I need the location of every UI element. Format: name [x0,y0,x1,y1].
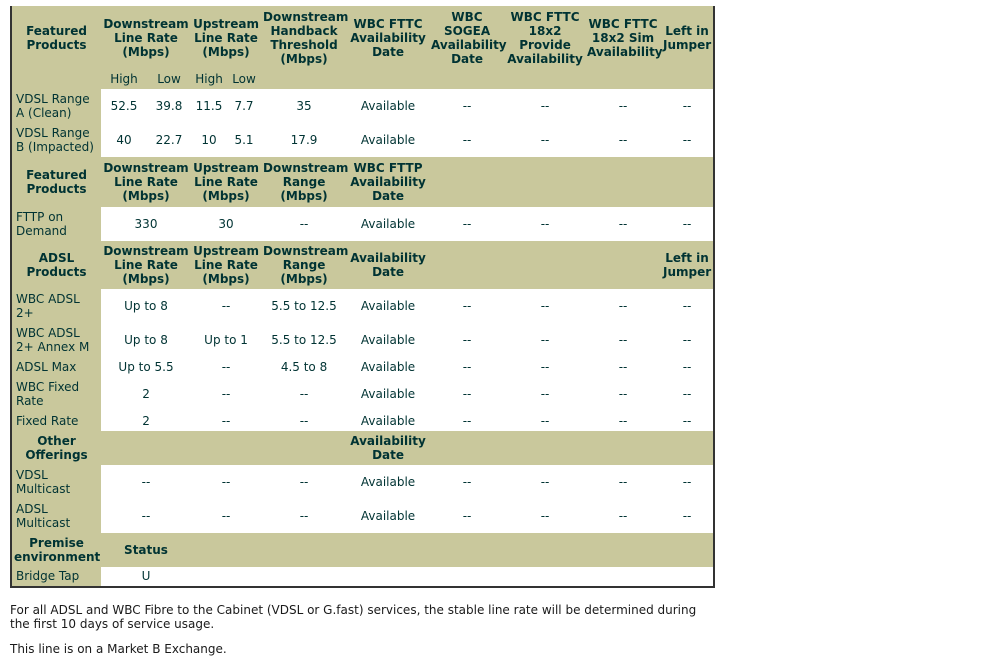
cell-us-low: 5.1 [234,132,254,147]
cell-sogea: -- [462,413,472,428]
cell-provide: -- [540,98,550,113]
header-filler [429,431,714,465]
table-row [11,289,714,323]
cell-ds: Up to 8 [124,298,168,313]
cell-availability: Available [360,216,416,231]
header-downstream-line-rate: Downstream Line Rate (Mbps) [103,243,189,286]
table-row [11,89,714,123]
header-adsl-products: ADSL Products [26,250,87,279]
cell-ds: Up to 5.5 [118,359,174,374]
cell-range: 5.5 to 12.5 [271,298,337,313]
header-featured-products: Featured Products [26,23,87,52]
market-exchange-note: This line is on a Market B Exchange. [10,642,227,656]
row-label: Bridge Tap [11,567,101,587]
stable-line-rate-note: For all ADSL and WBC Fibre to the Cabinet (VDSL or G.fast) services, the stable line rate will be determined during the first 10 days of service usage. [10,603,697,631]
cell-provide: -- [540,474,550,489]
cell-ds: 2 [142,386,150,401]
cell-provide: -- [540,298,550,313]
cell-range: -- [299,216,309,231]
subheader-blank [11,69,101,89]
header-downstream-handback-threshold: Downstream Handback Threshold (Mbps) [263,9,349,66]
cell-availability: Available [360,413,416,428]
row-label: ADSL Max [11,357,101,377]
cell-sogea: -- [462,386,472,401]
vdsl-subheader-row [11,69,714,89]
cell-range: -- [299,474,309,489]
cell-sogea: -- [462,216,472,231]
cell-sim: -- [618,98,628,113]
cell-us: Up to 1 [204,332,248,347]
header-downstream-range: Downstream Range (Mbps) [263,243,349,286]
cell-availability: Available [360,386,416,401]
header-wbc-sogea-availability-date: WBC SOGEA Availability Date [431,9,507,66]
cell-filler [191,567,714,587]
cell-ds-low: 22.7 [155,132,183,147]
cell-sogea: -- [462,508,472,523]
cell-jumper: -- [682,298,692,313]
subheader-us-low: Low [232,71,256,86]
cell-sim: -- [618,332,628,347]
header-left-in-jumper: Left in Jumper [663,250,712,279]
cell-ds: Up to 8 [124,332,168,347]
header-wbc-fttc-18x2-sim: WBC FTTC 18x2 Sim Availability [587,16,663,59]
header-filler [429,157,714,207]
cell-ds-low: 39.8 [155,98,183,113]
cell-sim: -- [618,413,628,428]
cell-ds-high: 40 [116,132,132,147]
cell-threshold: 17.9 [290,132,318,147]
table-row [11,123,714,157]
cell-us: -- [221,386,231,401]
header-downstream-range: Downstream Range (Mbps) [263,160,349,203]
header-status: Status [124,542,168,557]
row-label: VDSL Range B (Impacted) [11,123,101,157]
cell-us: -- [221,359,231,374]
cell-jumper: -- [682,332,692,347]
cell-sim: -- [618,298,628,313]
row-label: WBC Fixed Rate [11,377,101,411]
cell-jumper: -- [682,216,692,231]
cell-threshold: 35 [296,98,312,113]
cell-sogea: -- [462,359,472,374]
cell-jumper: -- [682,359,692,374]
cell-us: -- [221,298,231,313]
header-upstream-line-rate: Upstream Line Rate (Mbps) [193,16,259,59]
cell-provide: -- [540,332,550,347]
table-row [11,207,714,241]
cell-sim: -- [618,386,628,401]
table-row [11,465,714,499]
table-row [11,377,714,411]
header-other-offerings: Other Offerings [25,433,88,462]
cell-ds-high: 52.5 [110,98,138,113]
cell-sim: -- [618,508,628,523]
cell-provide: -- [540,413,550,428]
cell-ds: -- [141,508,151,523]
cell-us: -- [221,474,231,489]
header-featured-products: Featured Products [26,167,87,196]
cell-sogea: -- [462,98,472,113]
cell-sogea: -- [462,132,472,147]
cell-range: -- [299,386,309,401]
cell-ds: 2 [142,413,150,428]
header-upstream-line-rate: Upstream Line Rate (Mbps) [193,160,259,203]
cell-status: U [141,569,151,583]
cell-us-high: 11.5 [195,98,223,113]
line-availability-table [10,6,715,588]
header-filler [101,431,347,465]
header-wbc-fttc-18x2-provide: WBC FTTC 18x2 Provide Availability [507,9,583,66]
subheader-ds-high: High [110,71,138,86]
cell-provide: -- [540,359,550,374]
cell-us: 30 [218,216,234,231]
header-wbc-fttc-availability-date: WBC FTTC Availability Date [350,16,426,59]
table-row [11,499,714,533]
availability-table-container [10,6,713,588]
other-header-row [11,431,714,465]
header-downstream-line-rate: Downstream Line Rate (Mbps) [103,160,189,203]
row-label: Fixed Rate [11,411,101,431]
adsl-header-row [11,241,714,289]
header-upstream-line-rate: Upstream Line Rate (Mbps) [193,243,259,286]
cell-ds: 330 [134,216,158,231]
header-downstream-line-rate: Downstream Line Rate (Mbps) [103,16,189,59]
cell-ds: -- [141,474,151,489]
row-label: WBC ADSL 2+ Annex M [11,323,101,357]
cell-us-high: 10 [201,132,217,147]
cell-range: -- [299,413,309,428]
table-row [11,357,714,377]
cell-jumper: -- [682,98,692,113]
cell-sim: -- [618,359,628,374]
cell-sim: -- [618,216,628,231]
subheader-ds-low: Low [157,71,181,86]
subheader-us-high: High [195,71,223,86]
cell-sim: -- [618,474,628,489]
cell-jumper: -- [682,474,692,489]
cell-availability: Available [360,359,416,374]
row-label: ADSL Multicast [11,499,101,533]
cell-us: -- [221,413,231,428]
cell-provide: -- [540,132,550,147]
cell-range: 4.5 to 8 [280,359,328,374]
header-left-in-jumper: Left in Jumper [663,23,712,52]
cell-provide: -- [540,508,550,523]
cell-sogea: -- [462,298,472,313]
cell-jumper: -- [682,386,692,401]
cell-availability: Available [360,474,416,489]
cell-jumper: -- [682,413,692,428]
table-row [11,323,714,357]
cell-sogea: -- [462,474,472,489]
fttp-header-row [11,157,714,207]
premise-header-row [11,533,714,567]
vdsl-header-row [11,7,714,69]
cell-jumper: -- [682,132,692,147]
header-premise-environment: Premise environment [14,535,101,564]
header-availability-date: Availability Date [350,433,426,462]
table-row [11,567,714,587]
row-label: VDSL Multicast [11,465,101,499]
cell-fttc: Available [360,132,416,147]
row-label: WBC ADSL 2+ [11,289,101,323]
table-row [11,411,714,431]
cell-range: -- [299,508,309,523]
cell-availability: Available [360,508,416,523]
header-filler [429,241,661,289]
subheader-filler [261,69,714,89]
cell-availability: Available [360,298,416,313]
cell-availability: Available [360,332,416,347]
cell-us-low: 7.7 [234,98,254,113]
cell-jumper: -- [682,508,692,523]
cell-sogea: -- [462,332,472,347]
cell-provide: -- [540,386,550,401]
cell-us: -- [221,508,231,523]
row-label: FTTP on Demand [11,207,101,241]
row-label: VDSL Range A (Clean) [11,89,101,123]
cell-sim: -- [618,132,628,147]
cell-range: 5.5 to 12.5 [271,332,337,347]
header-availability-date: Availability Date [350,250,426,279]
header-filler [191,533,714,567]
cell-provide: -- [540,216,550,231]
cell-fttc: Available [360,98,416,113]
header-wbc-fttp-availability-date: WBC FTTP Availability Date [350,160,426,203]
